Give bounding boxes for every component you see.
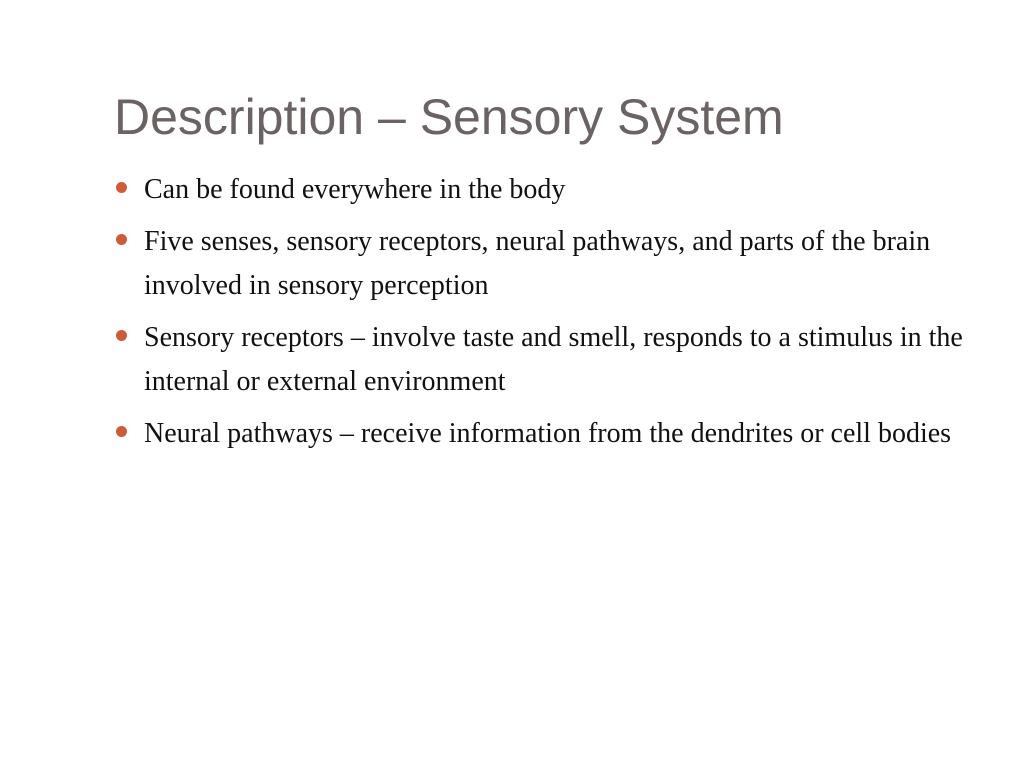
bullet-dot-icon — [116, 330, 127, 341]
bullet-text: Sensory receptors – involve taste and smell, responds to a stimulus in the internal or external environment — [144, 322, 963, 397]
bullet-list — [114, 168, 974, 464]
bullet-dot-icon — [116, 426, 127, 437]
bullet-item — [114, 412, 974, 456]
bullet-text: Neural pathways – receive information from the dendrites or cell bodies — [144, 418, 952, 449]
slide-title: Description – Sensory System — [114, 89, 784, 145]
bullet-text: Can be found everywhere in the body — [144, 174, 566, 205]
bullet-item — [114, 316, 974, 404]
bullet-dot-icon — [116, 182, 127, 193]
bullet-item — [114, 220, 974, 308]
bullet-text: Five senses, sensory receptors, neural pathways, and parts of the brain involved in sensory perception — [144, 226, 931, 301]
bullet-dot-icon — [116, 234, 127, 245]
bullet-item — [114, 168, 974, 212]
